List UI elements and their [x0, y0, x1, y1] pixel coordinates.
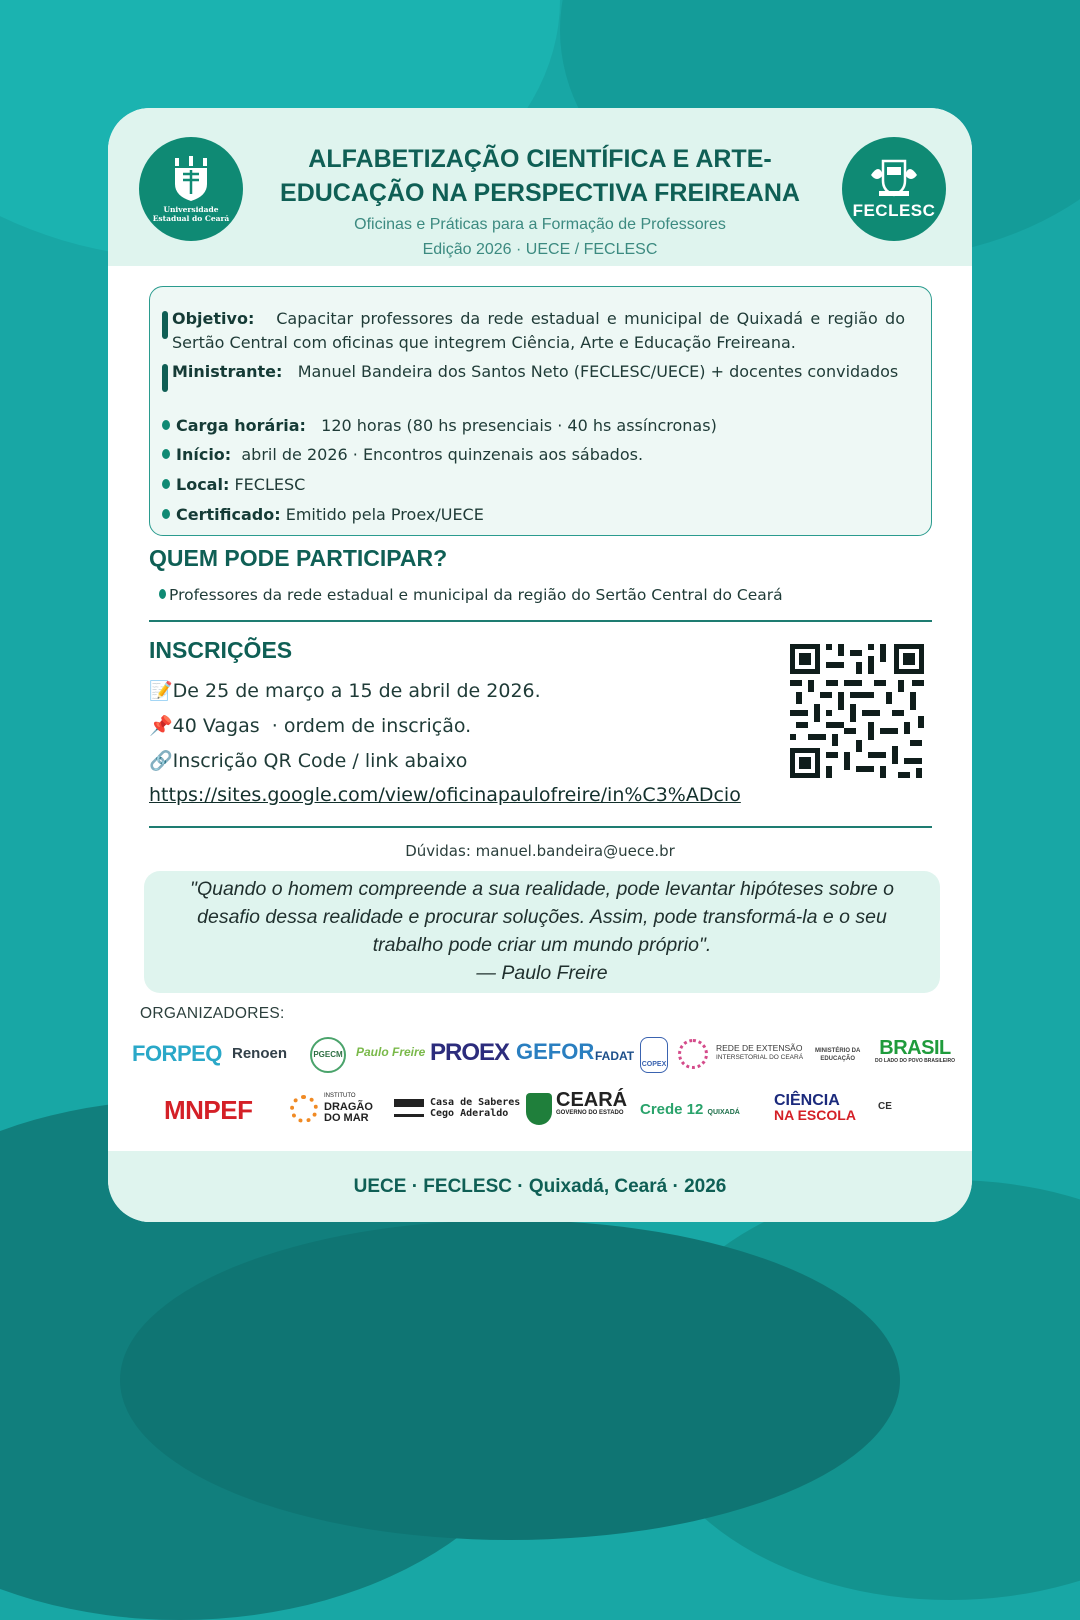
- organizers-logos-row2: [132, 1089, 952, 1135]
- hours-row: [162, 414, 905, 438]
- casa-line2: Cego Aderaldo: [430, 1108, 509, 1119]
- crede-city: QUIXADÁ: [707, 1109, 740, 1116]
- participants-item: [159, 586, 783, 604]
- feclesc-caption: FECLESC: [852, 201, 936, 220]
- quote-line3: trabalho pode criar um mundo próprio".: [372, 934, 712, 956]
- bar-marker-icon: [162, 311, 168, 339]
- certificate-row: [162, 503, 905, 527]
- copex-logo: COPEX: [640, 1037, 668, 1073]
- instructor-label: Ministrante:: [172, 362, 283, 381]
- quote-author: — Paulo Freire: [476, 962, 608, 984]
- dragao-line1: INSTITUTO: [324, 1093, 356, 1099]
- place-row: [162, 473, 905, 497]
- quote-line2: desafio dessa realidade e procurar soluções. Assim, pode transformá-la e o seu: [197, 906, 887, 928]
- paulo-freire-quote: [158, 875, 926, 987]
- rede-line1: REDE DE EXTENSÃO: [716, 1043, 803, 1053]
- uece-logo: [139, 137, 243, 241]
- dragao-line3: DO MAR: [324, 1112, 369, 1124]
- ciencia-ce-tag: CE: [878, 1101, 892, 1112]
- flyer-title: [268, 142, 812, 210]
- dragao-do-mar-icon: [290, 1095, 318, 1123]
- feclesc-crest-icon: [869, 157, 919, 199]
- participants-text: Professores da rede estadual e municipal da região do Sertão Central do Ceará: [169, 586, 783, 604]
- quote-box: [144, 871, 940, 993]
- registration-vacancies: [149, 714, 471, 737]
- place-text: FECLESC: [234, 475, 306, 494]
- brasil-word: BRASIL: [879, 1037, 951, 1059]
- rede-extensao-icon: [678, 1039, 708, 1069]
- bullet-icon: [162, 449, 170, 459]
- certificate-label: Certificado:: [176, 505, 281, 524]
- registration-instruction-text: Inscrição QR Code / link abaixo: [172, 750, 468, 772]
- proex-logo: PROEX: [430, 1039, 510, 1066]
- casa-line1: Casa de Saberes: [430, 1097, 521, 1108]
- subtitle-edition: Edição 2026 · UECE / FECLESC: [422, 241, 658, 258]
- organizers-label: ORGANIZADORES:: [140, 1005, 285, 1022]
- flyer-subtitle: [268, 212, 812, 262]
- instructor-text: Manuel Bandeira dos Santos Neto (FECLESC/UECE) + docentes convidados: [297, 362, 899, 381]
- contact-line: Dúvidas: manuel.bandeira@uece.br: [405, 842, 675, 860]
- course-info-box: [149, 286, 932, 536]
- dragao-do-mar-logo: [324, 1091, 373, 1124]
- participants-heading: QUEM PODE PARTICIPAR?: [149, 545, 448, 571]
- registration-dates-text: De 25 de março a 15 de abril de 2026.: [172, 680, 541, 702]
- link-icon: 🔗: [149, 750, 173, 772]
- university-crest-icon: [171, 156, 211, 202]
- instructor-row: [162, 360, 905, 384]
- flyer-header: [108, 108, 972, 266]
- hours-label: Carga horária:: [176, 416, 306, 435]
- escola-word: NA ESCOLA: [774, 1107, 856, 1123]
- ciencia-word: CIÊNCIA: [774, 1092, 840, 1109]
- title-line2: EDUCAÇÃO NA PERSPECTIVA FREIREANA: [280, 179, 800, 207]
- governo-ceara-logo: [556, 1091, 627, 1117]
- bullet-icon: [162, 420, 170, 430]
- start-text: abril de 2026 · Encontros quinzenais aos sábados.: [241, 445, 644, 464]
- pgecm-logo: PGECM: [310, 1037, 346, 1073]
- certificate-text: Emitido pela Proex/UECE: [285, 505, 484, 524]
- pushpin-icon: 📌: [149, 715, 173, 737]
- registration-dates: [149, 679, 541, 702]
- organizers-logos-row1: [132, 1033, 956, 1079]
- rede-line2: INTERSETORIAL DO CEARÁ: [716, 1054, 804, 1061]
- title-line1: ALFABETIZAÇÃO CIENTÍFICA E ARTE-: [308, 145, 772, 173]
- catedra-paulo-freire-logo: Paulo Freire: [356, 1045, 426, 1059]
- ministerio-educacao-logo: [815, 1047, 860, 1063]
- dragao-line2: DRAGÃO: [324, 1101, 373, 1113]
- casa-saberes-logo: [430, 1097, 520, 1119]
- flyer-card: [108, 108, 972, 1222]
- uece-caption-line1: Universidade: [163, 204, 219, 214]
- qr-code-icon[interactable]: [788, 642, 926, 780]
- start-row: [162, 443, 905, 467]
- brasil-tagline: DO LADO DO POVO BRASILEIRO: [875, 1058, 956, 1064]
- objective-label: Objetivo:: [172, 309, 255, 328]
- fadat-logo: FADAT: [595, 1049, 635, 1063]
- section-divider: [149, 620, 932, 622]
- bullet-icon: [159, 589, 166, 599]
- ceara-sub: GOVERNO DO ESTADO: [556, 1110, 624, 1116]
- subtitle-line1: Oficinas e Práticas para a Formação de Professores: [354, 216, 726, 233]
- governo-brasil-logo: [875, 1039, 955, 1065]
- casa-saberes-icon: [394, 1099, 424, 1117]
- registration-url-link[interactable]: https://sites.google.com/view/oficinapaulofreire/in%C3%ADcio: [149, 784, 741, 806]
- forpeq-logo: FORPEQ: [132, 1041, 222, 1066]
- feclesc-logo: [842, 137, 946, 241]
- registration-heading: INSCRIÇÕES: [149, 637, 293, 663]
- mnpef-logo: MNPEF: [164, 1095, 253, 1125]
- hours-text: 120 horas (80 hs presenciais · 40 hs assíncronas): [321, 416, 717, 435]
- renoen-logo: Renoen: [232, 1045, 288, 1062]
- objective-text: Capacitar professores da rede estadual e municipal de Quixadá e região do Sertão Central com oficinas que integrem Ciência, Arte e Educação Freireana.: [172, 309, 906, 352]
- objective-row: [162, 307, 905, 355]
- quote-line1: "Quando o homem compreende a sua realidade, pode levantar hipóteses sobre o: [190, 878, 894, 900]
- start-label: Início:: [176, 445, 232, 464]
- registration-instruction: [149, 749, 467, 772]
- gefor-logo: GEFOR: [516, 1039, 595, 1064]
- memo-icon: 📝: [149, 680, 173, 702]
- ministerio-line2: EDUCAÇÃO: [820, 1056, 855, 1062]
- bullet-icon: [162, 479, 170, 489]
- registration-vacancies-text: 40 Vagas · ordem de inscrição.: [172, 715, 472, 737]
- crede-word: Crede 12: [640, 1101, 704, 1118]
- ministerio-line1: MINISTÉRIO DA: [815, 1048, 861, 1054]
- uece-caption-line2: Estadual do Ceará: [152, 213, 230, 223]
- ciencia-na-escola-logo: [774, 1093, 856, 1123]
- bar-marker-icon: [162, 364, 168, 392]
- place-label: Local:: [176, 475, 230, 494]
- rede-extensao-logo: [716, 1043, 803, 1063]
- section-divider: [149, 826, 932, 828]
- crede-12-logo: [640, 1101, 740, 1118]
- ceara-shield-icon: [526, 1093, 552, 1125]
- bullet-icon: [162, 509, 170, 519]
- background-shape: [120, 1220, 900, 1540]
- ceara-word: CEARÁ: [556, 1089, 628, 1111]
- flyer-footer: UECE · FECLESC · Quixadá, Ceará · 2026: [108, 1151, 972, 1222]
